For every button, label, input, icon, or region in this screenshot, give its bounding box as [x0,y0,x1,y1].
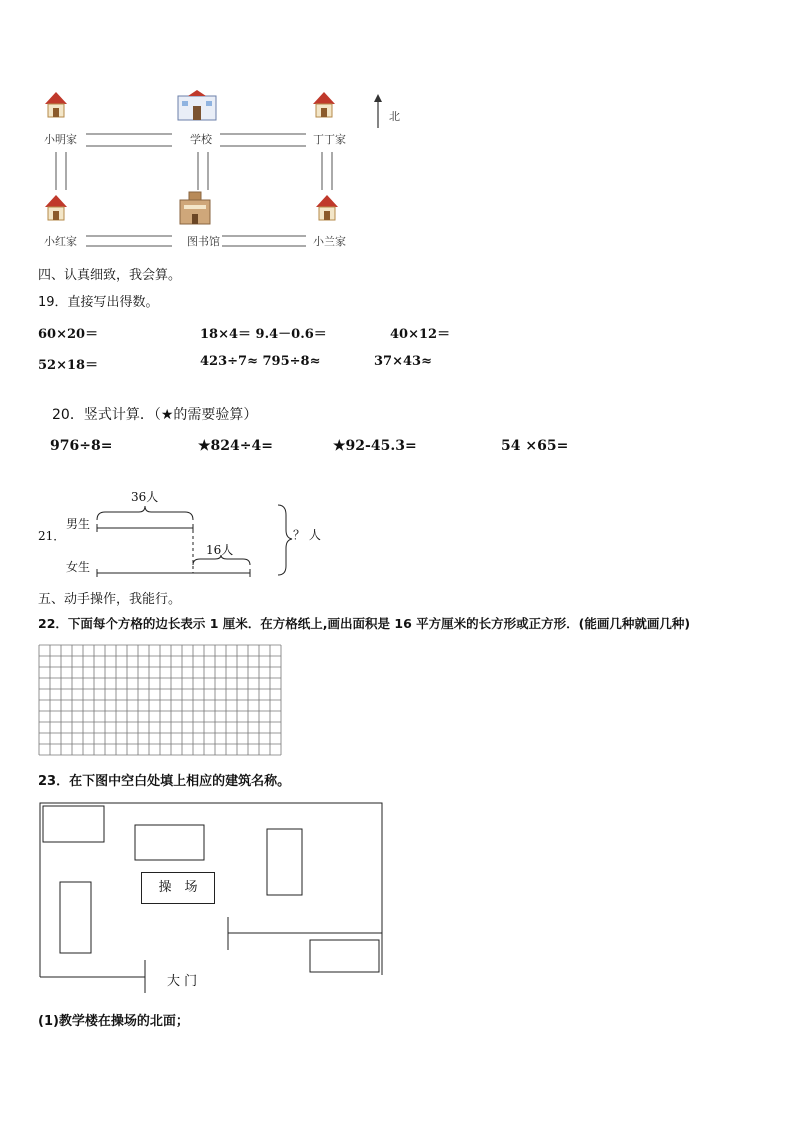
grid-paper [39,645,281,755]
q19-item: 37×43≈ [374,354,432,369]
house-icon [45,195,67,220]
building-box [43,806,104,842]
q19-item: 423÷7≈ 795÷8≈ [200,354,321,369]
q19-item: 18×4＝ 9.4－0.6＝ [200,327,327,342]
playground-label: 操 场 [141,872,215,904]
q19-item: 40×12＝ [390,327,451,342]
section-4-title: 四、认真细致，我会算。 [38,268,182,283]
house-icon [45,92,67,117]
q20-item: ★92-45.3= [333,438,417,454]
q21-number: 21． [38,529,66,543]
school-building-icon [178,90,216,120]
q20-item: 976÷8= [50,438,113,454]
q21-question: ？ 人 [293,528,321,542]
house-icon [313,92,335,117]
q21-girls-label: 女生 [66,560,91,574]
q20-title: 20．竖式计算．（★的需要验算） [52,407,258,423]
gate-label: 大 门 [167,974,198,989]
label-school: 学校 [190,133,212,146]
q23-title: 23．在下图中空白处填上相应的建筑名称。 [38,774,291,789]
label-library: 图书馆 [187,235,220,248]
q20-item: 54 ×65= [501,438,569,454]
label-xiaolan-home: 小兰家 [313,235,346,248]
q19-title: 19．直接写出得数。 [38,295,159,310]
q19-item: 60×20＝ [38,327,99,342]
q20-item: ★824÷4= [198,438,273,454]
north-arrow-icon [374,94,382,128]
section-5-title: 五、动手操作，我能行。 [38,592,182,607]
building-box [310,940,379,972]
road-lines [56,134,332,246]
house-icon [316,195,338,220]
label-dingding-home: 丁丁家 [313,133,346,146]
map-diagram [0,0,794,260]
q21-boys-count: 36人 [131,490,159,504]
q23-sub1-text: (1)教学楼在操场的北面； [38,1014,189,1029]
building-box [60,882,91,953]
library-building-icon [180,192,210,224]
label-xiaohong-home: 小红家 [44,235,77,248]
q21-difference: 16人 [206,543,234,557]
q19-item: 52×18＝ [38,358,99,373]
label-north: 北 [389,110,400,123]
building-box [267,829,302,895]
building-box [135,825,204,860]
label-xiaoming-home: 小明家 [44,133,77,146]
q21-boys-label: 男生 [66,517,91,531]
q22-title: 22．下面每个方格的边长表示 1 厘米．在方格纸上,画出面积是 16 平方厘米的长方形或正方形．(能画几种就画几种) [38,616,691,631]
